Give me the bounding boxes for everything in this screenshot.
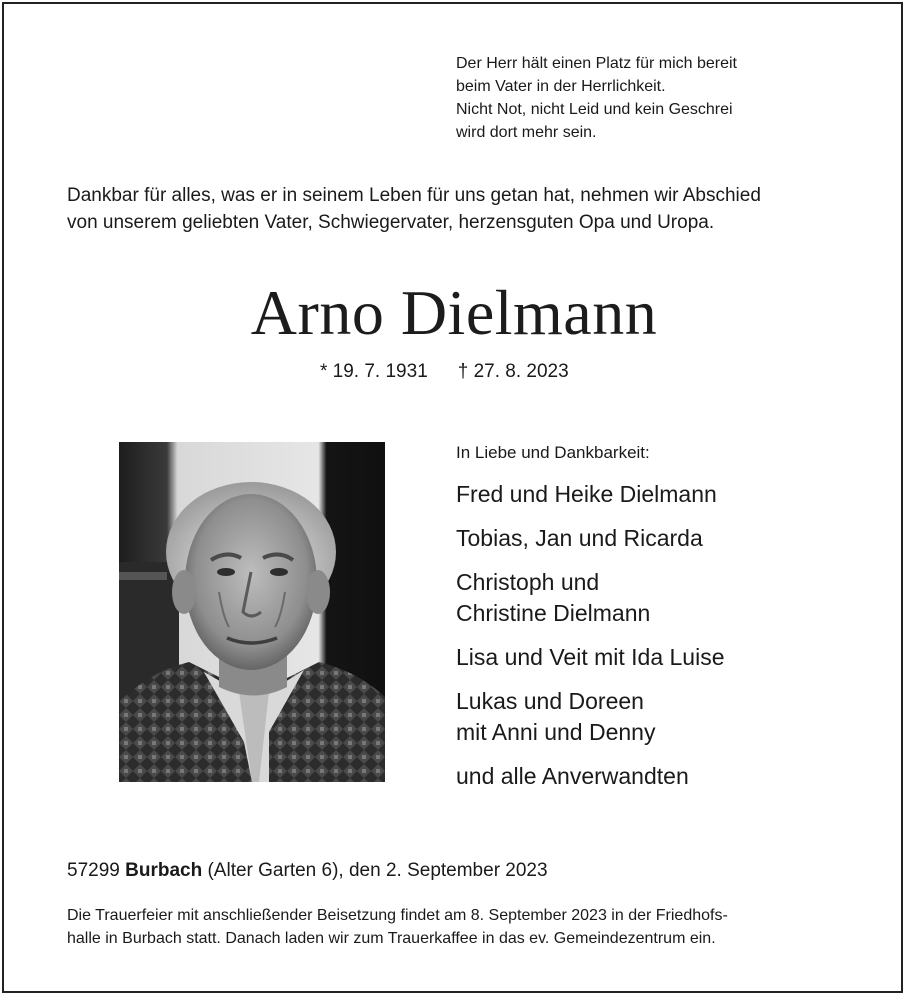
- zip-code: 57299: [67, 860, 120, 881]
- mourner-group: [456, 642, 725, 673]
- mourner-group: [456, 567, 725, 629]
- mourner-line: Lisa und Veit mit Ida Luise: [456, 644, 725, 670]
- funeral-info-line: Die Trauerfeier mit anschließender Beisetzung findet am 8. September 2023 in der Friedhofs-: [67, 907, 728, 924]
- life-dates: [320, 359, 569, 385]
- place-and-date: [67, 858, 548, 884]
- mourner-group: [456, 523, 725, 554]
- mourner-line: Fred und Heike Dielmann: [456, 481, 717, 507]
- intro-text: [67, 182, 761, 236]
- birth-date: * 19. 7. 1931: [320, 361, 428, 382]
- funeral-info: [67, 904, 728, 950]
- intro-line: Dankbar für alles, was er in seinem Leben für uns getan hat, nehmen wir Abschied: [67, 185, 761, 206]
- mourner-group: [456, 479, 725, 510]
- verse-line: beim Vater in der Herrlichkeit.: [456, 78, 666, 95]
- mourner-group: [456, 686, 725, 748]
- intro-line: von unserem geliebten Vater, Schwiegervater, herzensguten Opa und Uropa.: [67, 212, 715, 233]
- verse-line: wird dort mehr sein.: [456, 124, 597, 141]
- deceased-name: Arno Dielmann: [250, 277, 658, 348]
- town-name: Burbach: [125, 860, 203, 881]
- death-date: † 27. 8. 2023: [457, 361, 569, 382]
- address-and-date: (Alter Garten 6), den 2. September 2023: [202, 860, 548, 881]
- mourner-group: [456, 761, 725, 792]
- mourners-list: [456, 479, 725, 805]
- mourners-heading: In Liebe und Dankbarkeit:: [456, 443, 650, 462]
- mourner-line: Tobias, Jan und Ricarda: [456, 525, 703, 551]
- mourner-line: und alle Anverwandten: [456, 763, 689, 789]
- bible-verse: [456, 52, 737, 144]
- portrait-photo: [119, 442, 385, 782]
- mourner-line: mit Anni und Denny: [456, 719, 656, 745]
- mourner-line: Lukas und Doreen: [456, 688, 644, 714]
- verse-line: Der Herr hält einen Platz für mich bereit: [456, 55, 737, 72]
- mourner-line: Christoph und: [456, 569, 600, 595]
- verse-line: Nicht Not, nicht Leid und kein Geschrei: [456, 101, 733, 118]
- mourner-line: Christine Dielmann: [456, 600, 651, 626]
- funeral-info-line: halle in Burbach statt. Danach laden wir zum Trauerkaffee in das ev. Gemeindezentrum ein.: [67, 930, 716, 947]
